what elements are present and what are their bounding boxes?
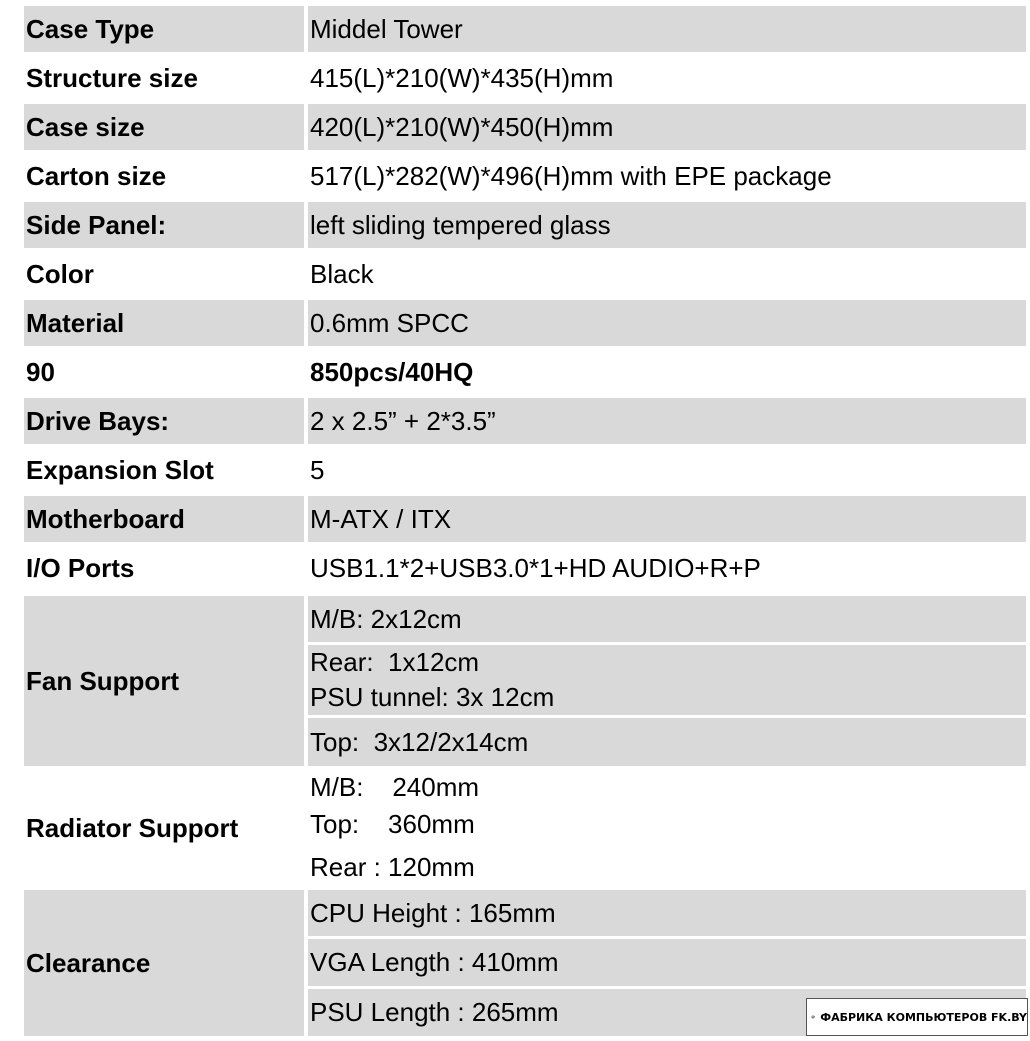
spec-row-loading bbox=[24, 349, 1026, 395]
spec-label: I/O Ports bbox=[26, 552, 135, 583]
spec-label: Fan Support bbox=[24, 596, 304, 766]
fan-top bbox=[308, 718, 1026, 766]
spec-value: left sliding tempered glass bbox=[308, 202, 1026, 248]
spec-row-expansion-slot bbox=[24, 447, 1026, 493]
spec-row-case-size bbox=[24, 104, 1026, 150]
spec-row-io-ports bbox=[24, 545, 1026, 591]
spec-label: Carton size bbox=[26, 160, 167, 191]
radiator-mb-text: M/B: 240mm bbox=[310, 772, 480, 802]
clearance-vga bbox=[308, 939, 1026, 986]
spec-label: Expansion Slot bbox=[26, 454, 214, 485]
spec-row-side-panel bbox=[24, 202, 1026, 248]
clearance-vga-text: VGA Length : 410mm bbox=[310, 947, 559, 977]
spec-label: Case size bbox=[24, 104, 304, 150]
spec-value: 0.6mm SPCC bbox=[308, 300, 1026, 346]
spec-row-drive-bays bbox=[24, 398, 1026, 444]
spec-row-radiator-support bbox=[24, 768, 1026, 888]
spec-label: Case Type bbox=[24, 6, 304, 52]
radiator-mb-top bbox=[308, 768, 1026, 844]
spec-row-carton-size bbox=[24, 153, 1026, 199]
watermark-text: ФАБРИКА КОМПЬЮТЕРОВ FK.BY bbox=[820, 1010, 1027, 1024]
spec-value: 420(L)*210(W)*450(H)mm bbox=[308, 104, 1026, 150]
spec-value: 415(L)*210(W)*435(H)mm bbox=[310, 62, 614, 93]
fan-rear-psu bbox=[308, 645, 1026, 715]
spec-label: Radiator Support bbox=[26, 812, 239, 843]
fan-rear-text: Rear: 1x12cm bbox=[310, 647, 480, 677]
clearance-cpu bbox=[308, 890, 1026, 936]
spec-label: Structure size bbox=[26, 62, 198, 93]
spec-row-case-type bbox=[24, 6, 1026, 52]
spec-row-material bbox=[24, 300, 1026, 346]
diamond-logo-icon bbox=[811, 1002, 815, 1032]
fan-top-text: Top: 3x12/2x14cm bbox=[310, 726, 529, 757]
radiator-rear bbox=[308, 846, 1026, 888]
spec-row-motherboard bbox=[24, 496, 1026, 542]
spec-value: USB1.1*2+USB3.0*1+HD AUDIO+R+P bbox=[310, 552, 761, 583]
spec-label: Color bbox=[26, 258, 94, 289]
spec-row-color bbox=[24, 251, 1026, 297]
spec-value: Black bbox=[310, 258, 374, 289]
fan-psu-tunnel-text: PSU tunnel: 3x 12cm bbox=[310, 682, 555, 712]
watermark-logo bbox=[806, 998, 1028, 1036]
spec-label: Material bbox=[24, 300, 304, 346]
spec-value: Middel Tower bbox=[308, 6, 1026, 52]
clearance-psu-text: PSU Length : 265mm bbox=[310, 997, 559, 1027]
radiator-rear-text: Rear : 120mm bbox=[310, 851, 475, 882]
clearance-cpu-text: CPU Height : 165mm bbox=[310, 897, 556, 928]
fan-mb-text: M/B: 2x12cm bbox=[310, 603, 462, 634]
spec-value: M-ATX / ITX bbox=[308, 496, 1026, 542]
spec-label: 90 bbox=[26, 356, 55, 387]
spec-label: Drive Bays: bbox=[24, 398, 304, 444]
spec-value: 5 bbox=[310, 454, 325, 485]
spec-value: 517(L)*282(W)*496(H)mm with EPE package bbox=[310, 160, 832, 191]
fan-mb bbox=[308, 596, 1026, 642]
spec-label: Clearance bbox=[24, 890, 304, 1036]
spec-value: 850pcs/40HQ bbox=[310, 356, 474, 387]
spec-value: 2 x 2.5” + 2*3.5” bbox=[308, 398, 1026, 444]
spec-label: Motherboard bbox=[24, 496, 304, 542]
spec-label: Side Panel: bbox=[24, 202, 304, 248]
spec-row-structure-size bbox=[24, 55, 1026, 101]
radiator-top-text: Top: 360mm bbox=[310, 809, 475, 839]
spec-row-fan-support bbox=[24, 596, 1026, 766]
